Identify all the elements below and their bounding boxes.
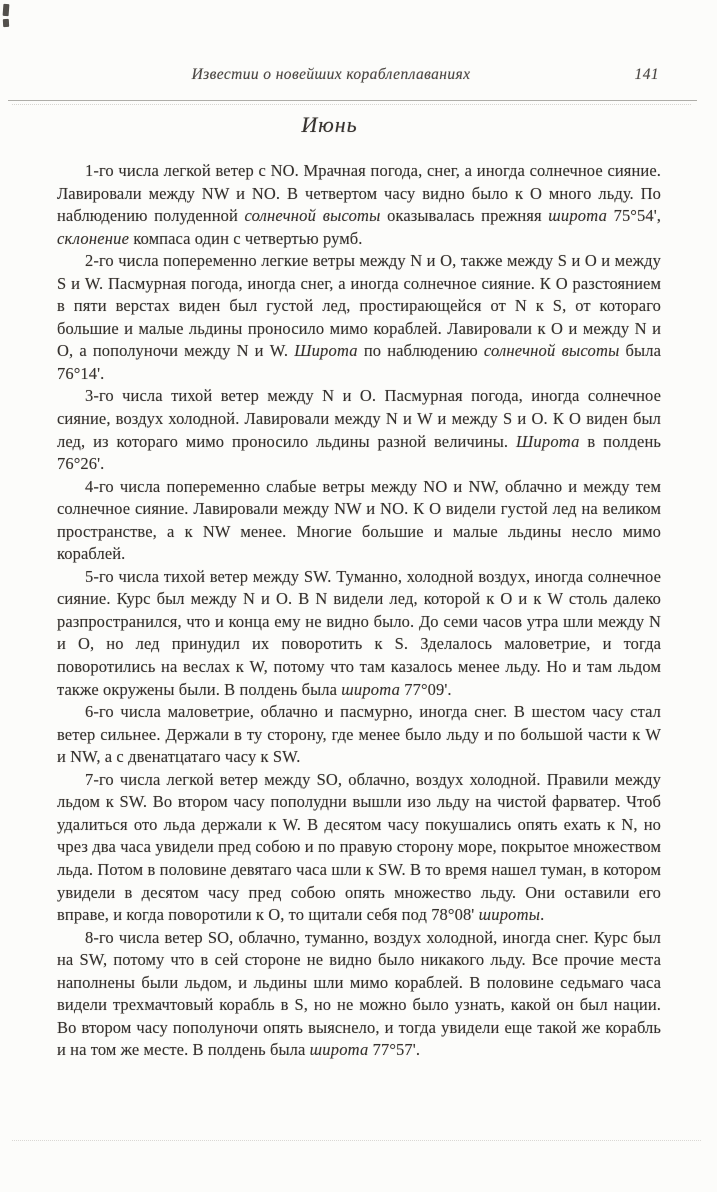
text-run: . xyxy=(540,905,545,925)
body-text xyxy=(57,160,661,1062)
scan-artifact-mark xyxy=(3,4,10,16)
paragraph xyxy=(57,769,661,927)
italic-term: широты xyxy=(478,905,541,925)
footer-rule xyxy=(12,1140,701,1141)
paragraph xyxy=(57,927,661,1062)
italic-term: Широта xyxy=(516,431,580,451)
scan-artifact-mark xyxy=(3,19,9,27)
italic-term: солнечной высоты xyxy=(483,341,620,361)
text-run: 1-го числа легкой ветер с NO. Мрачная погода, снег, а иногда солнечное сияние. Лавировали между NW и NO. В четвертом часу видно было к О много льду. По наблюдению полуденной xyxy=(57,161,661,226)
text-run: была 76°14'. xyxy=(57,341,661,383)
paragraph xyxy=(57,476,661,566)
page-header xyxy=(57,66,661,90)
text-run: 77°09'. xyxy=(400,679,452,699)
header-rule-echo xyxy=(12,104,691,105)
text-run: 4-го числа попеременно слабые ветры между NO и NW, облачно и между тем солнечное сияние. Лавировали между NW и NO. К О видели густой лед на великом пространстве, а к NW менее. Многие большие и малые льдины несло мимо кораблей. xyxy=(57,476,661,564)
italic-term: широта xyxy=(309,1040,369,1060)
header-rule xyxy=(8,100,697,101)
paragraph xyxy=(57,566,661,701)
italic-term: Широта xyxy=(294,341,358,361)
text-run: оказывалась прежняя xyxy=(380,206,549,226)
paragraph xyxy=(57,701,661,769)
italic-term: склонение xyxy=(57,228,130,248)
text-run: компаса один с четвертью румб. xyxy=(129,228,363,248)
paragraph xyxy=(57,385,661,475)
text-run: 7-го числа легкой ветер между SO, облачно, воздух холодной. Правили между льдом к SW. Во втором часу пополудни вышли изо льду на чистой фарватер. Чтоб удалиться ото льда держали к W. В десятом часу покушались опять ехать к N, но чрез два часа увидели пред собою и по правую сторону море, покрытое множеством льда. Потом в половине девятаго часа шли к SW. В то время нашел туман, в котором увидели в десятом часу пред собою опять множество льду. Они оставили его вправе, и когда поворотили к О, то щитали себя под 78°08' xyxy=(57,769,661,925)
italic-term: широта xyxy=(548,206,608,226)
page-number: 141 xyxy=(634,66,659,83)
text-run: 75°54', xyxy=(607,206,661,226)
paragraph xyxy=(57,250,661,385)
text-run: 77°57'. xyxy=(368,1040,421,1060)
text-run: по наблюдению xyxy=(357,341,484,361)
italic-term: широта xyxy=(341,679,401,699)
section-title: Июнь xyxy=(301,112,358,137)
text-run: 8-го числа ветер SO, облачно, туманно, воздух холодной, иногда снег. Курс был на SW, потому что в сей стороне не видно было никакого льду. Все прочие места наполнены были льдом, и льдины шли мимо кораблей. В половине седьмаго часа видели трехмачтовый корабль в S, но не можно было узнать, какой он был нации. Во втором часу пополуночи опять выяснело, и тогда увидели еще такой же корабль и на том же месте. В полдень была xyxy=(57,927,661,1060)
text-run: 5-го числа тихой ветер между SW. Туманно, холодной воздух, иногда солнечное сияние. Курс был между N и О. В N видели лед, которой к О и к W столь далеко разпространился, что и конца ему не видно было. До семи часов утра шли между N и О, но лед принудил их поворотить к S. Зделалось маловетрие, и тогда поворотились на веслах к W, потому что там казалось менее льду. Но и там льдом также окружены были. В полдень была xyxy=(57,566,661,699)
text-run: 6-го числа маловетрие, облачно и пасмурно, иногда снег. В шестом часу стал ветер сильнее. Держали в ту сторону, где менее было льду и по большой части к W и NW, а с двенатцатаго часу к SW. xyxy=(57,702,661,767)
text-run: 3-го числа тихой ветер между N и О. Пасмурная погода, иногда солнечное сияние, воздух холодной. Лавировали между N и W и между S и О. К О виден был лед, из котораго мимо проносило льдины разной величины. xyxy=(57,386,661,451)
text-run: в полдень 76°26'. xyxy=(57,431,662,474)
running-title: Известии о новейших кораблеплаваниях xyxy=(191,66,471,83)
paragraph xyxy=(57,160,661,250)
italic-term: солнечной высоты xyxy=(244,206,381,226)
text-run: 2-го числа попеременно легкие ветры между N и О, также между S и О и между S и W. Пасмурная погода, иногда снег, а иногда солнечное сияние. К О разстоянием в пяти верстах виден был густой лед, простирающейся от N к S, от котораго большие и малые льдины проносило мимо кораблей. Лавировали к О и между N и О, а пополуночи между N и W. xyxy=(57,251,661,361)
